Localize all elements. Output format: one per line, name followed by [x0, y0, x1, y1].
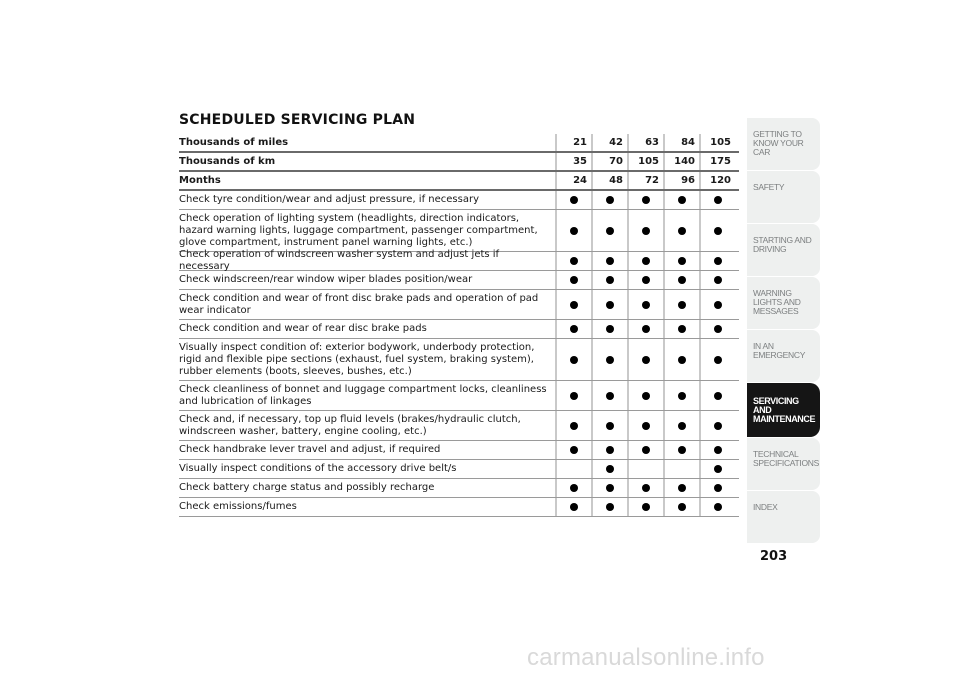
interval-value: 70 [591, 153, 627, 170]
scheduled-dot-icon [714, 356, 722, 364]
interval-cell [555, 252, 591, 270]
interval-cell [663, 381, 699, 410]
table-row [179, 381, 739, 411]
interval-value: 24 [555, 172, 591, 189]
interval-value: 120 [699, 172, 735, 189]
table-row [179, 411, 739, 441]
scheduled-dot-icon [606, 325, 614, 333]
scheduled-dot-icon [642, 196, 650, 204]
operation-label: Check handbrake lever travel and adjust, if required [179, 444, 441, 455]
chapter-tab-technical-specifications[interactable] [747, 438, 820, 490]
scheduled-dot-icon [714, 276, 722, 284]
header-row-label: Thousands of miles [179, 136, 289, 148]
interval-cell [591, 479, 627, 497]
chapter-sidebar [747, 118, 820, 544]
scheduled-dot-icon [678, 484, 686, 492]
interval-cell [663, 441, 699, 459]
scheduled-dot-icon [570, 276, 578, 284]
chapter-tab-safety[interactable] [747, 171, 820, 223]
scheduled-dot-icon [678, 196, 686, 204]
page-title: SCHEDULED SERVICING PLAN [179, 112, 416, 128]
interval-cell [663, 252, 699, 270]
interval-cell [591, 460, 627, 478]
chapter-tab-getting-to-know-your-car[interactable] [747, 118, 820, 170]
interval-cell [627, 479, 663, 497]
chapter-tab-in-an-emergency[interactable] [747, 330, 820, 382]
scheduled-dot-icon [642, 257, 650, 265]
scheduled-dot-icon [606, 484, 614, 492]
interval-cell [699, 252, 735, 270]
interval-cell [699, 498, 735, 516]
interval-cell [591, 441, 627, 459]
interval-value: 96 [663, 172, 699, 189]
interval-cell [591, 290, 627, 319]
interval-value: 21 [555, 134, 591, 151]
scheduled-dot-icon [678, 503, 686, 511]
interval-cell [555, 320, 591, 338]
scheduled-dot-icon [714, 325, 722, 333]
interval-cell [699, 271, 735, 289]
scheduled-dot-icon [642, 446, 650, 454]
interval-cell [627, 381, 663, 410]
scheduled-dot-icon [570, 196, 578, 204]
interval-cell [555, 498, 591, 516]
header-row [179, 134, 739, 153]
header-row-label: Thousands of km [179, 155, 276, 167]
table-row [179, 479, 739, 498]
interval-cell [591, 498, 627, 516]
servicing-table [179, 134, 739, 517]
operation-label: Visually inspect condition of: exterior bodywork, underbody protection, rigid and flexible pipe sections (exhaust, fuel system, braking system), rubber elements (boots, sleeves, bushes, etc.) [179, 341, 535, 377]
scheduled-dot-icon [606, 465, 614, 473]
scheduled-dot-icon [642, 301, 650, 309]
interval-cell [555, 191, 591, 209]
interval-cell [591, 191, 627, 209]
interval-cell [555, 339, 591, 380]
chapter-tab-label: WARNING LIGHTS AND MESSAGES [753, 288, 801, 316]
scheduled-dot-icon [642, 484, 650, 492]
operation-label: Check and, if necessary, top up fluid levels (brakes/hydraulic clutch, windscreen washer, battery, engine cooling, etc.) [179, 413, 521, 437]
scheduled-dot-icon [570, 301, 578, 309]
scheduled-dot-icon [606, 392, 614, 400]
interval-cell [663, 290, 699, 319]
header-row [179, 153, 739, 172]
scheduled-dot-icon [714, 446, 722, 454]
interval-cell [591, 339, 627, 380]
scheduled-dot-icon [678, 356, 686, 364]
scheduled-dot-icon [606, 276, 614, 284]
interval-cell [699, 441, 735, 459]
interval-cell [555, 441, 591, 459]
interval-cell [627, 339, 663, 380]
scheduled-dot-icon [642, 325, 650, 333]
interval-cell [555, 381, 591, 410]
watermark: carmanualsonline.info [527, 644, 765, 671]
operation-label: Check battery charge status and possibly recharge [179, 482, 435, 493]
interval-cell [591, 271, 627, 289]
interval-cell [627, 252, 663, 270]
scheduled-dot-icon [642, 276, 650, 284]
scheduled-dot-icon [570, 446, 578, 454]
interval-cell [555, 210, 591, 251]
chapter-tab-label: INDEX [753, 502, 778, 512]
chapter-tab-starting-and-driving[interactable] [747, 224, 820, 276]
interval-cell [699, 381, 735, 410]
scheduled-dot-icon [570, 392, 578, 400]
interval-cell [663, 498, 699, 516]
scheduled-dot-icon [714, 465, 722, 473]
interval-value: 84 [663, 134, 699, 151]
scheduled-dot-icon [606, 196, 614, 204]
interval-cell [591, 381, 627, 410]
scheduled-dot-icon [678, 276, 686, 284]
scheduled-dot-icon [570, 325, 578, 333]
interval-cell [663, 320, 699, 338]
scheduled-dot-icon [570, 422, 578, 430]
table-row [179, 210, 739, 252]
interval-cell [627, 441, 663, 459]
interval-value: 35 [555, 153, 591, 170]
operation-label: Check operation of lighting system (headlights, direction indicators, hazard warning lights, luggage compartment, passenger compartment, glove compartment, instrument panel warning lights, etc.) [179, 212, 538, 248]
scheduled-dot-icon [642, 503, 650, 511]
interval-cell [627, 320, 663, 338]
chapter-tab-label: GETTING TO KNOW YOUR CAR [753, 129, 804, 157]
scheduled-dot-icon [678, 446, 686, 454]
interval-cell [699, 339, 735, 380]
scheduled-dot-icon [714, 422, 722, 430]
table-row [179, 271, 739, 290]
interval-cell [555, 411, 591, 440]
interval-value: 175 [699, 153, 735, 170]
scheduled-dot-icon [570, 503, 578, 511]
interval-cell [663, 210, 699, 251]
interval-value: 140 [663, 153, 699, 170]
scheduled-dot-icon [678, 301, 686, 309]
chapter-tab-label: SAFETY [753, 182, 785, 192]
scheduled-dot-icon [570, 257, 578, 265]
scheduled-dot-icon [642, 392, 650, 400]
interval-cell [591, 210, 627, 251]
scheduled-dot-icon [606, 356, 614, 364]
scheduled-dot-icon [606, 503, 614, 511]
interval-cell [663, 191, 699, 209]
chapter-tab-servicing-and-maintenance[interactable] [747, 383, 820, 437]
scheduled-dot-icon [678, 392, 686, 400]
scheduled-dot-icon [642, 227, 650, 235]
interval-cell [699, 320, 735, 338]
operation-label: Check windscreen/rear window wiper blades position/wear [179, 274, 473, 285]
interval-cell [699, 479, 735, 497]
interval-cell [627, 411, 663, 440]
scheduled-dot-icon [714, 484, 722, 492]
table-row [179, 441, 739, 460]
chapter-tab-index[interactable] [747, 491, 820, 543]
scheduled-dot-icon [678, 227, 686, 235]
interval-value: 48 [591, 172, 627, 189]
operation-label: Check operation of windscreen washer system and adjust jets if necessary [179, 249, 500, 272]
interval-cell [663, 479, 699, 497]
interval-cell [627, 460, 663, 478]
interval-cell [627, 271, 663, 289]
scheduled-dot-icon [606, 227, 614, 235]
operation-label: Check condition and wear of front disc brake pads and operation of pad wear indicator [179, 292, 539, 316]
header-row [179, 172, 739, 191]
chapter-tab-label: STARTING AND DRIVING [753, 235, 812, 254]
scheduled-dot-icon [714, 196, 722, 204]
interval-cell [555, 460, 591, 478]
interval-value: 42 [591, 134, 627, 151]
scheduled-dot-icon [678, 325, 686, 333]
operation-label: Check emissions/fumes [179, 501, 297, 512]
interval-value: 105 [699, 134, 735, 151]
scheduled-dot-icon [714, 257, 722, 265]
scheduled-dot-icon [642, 356, 650, 364]
chapter-tab-label: TECHNICAL SPECIFICATIONS [753, 449, 820, 468]
scheduled-dot-icon [606, 446, 614, 454]
scheduled-dot-icon [642, 422, 650, 430]
operation-label: Visually inspect conditions of the accessory drive belt/s [179, 463, 457, 474]
page-number: 203 [760, 549, 788, 564]
scheduled-dot-icon [714, 392, 722, 400]
interval-value: 63 [627, 134, 663, 151]
interval-cell [591, 252, 627, 270]
interval-cell [627, 210, 663, 251]
interval-cell [663, 460, 699, 478]
interval-cell [663, 339, 699, 380]
interval-cell [555, 271, 591, 289]
table-row [179, 249, 739, 272]
table-row [179, 191, 739, 210]
interval-cell [663, 271, 699, 289]
interval-value: 72 [627, 172, 663, 189]
scheduled-dot-icon [570, 356, 578, 364]
scheduled-dot-icon [678, 257, 686, 265]
operation-label: Check tyre condition/wear and adjust pressure, if necessary [179, 194, 479, 205]
table-row [179, 498, 739, 517]
interval-cell [663, 411, 699, 440]
table-row [179, 290, 739, 320]
header-row-label: Months [179, 174, 221, 186]
chapter-tab-label: IN AN EMERGENCY [753, 341, 806, 360]
interval-cell [627, 498, 663, 516]
interval-cell [699, 210, 735, 251]
table-row [179, 320, 739, 339]
scheduled-dot-icon [606, 257, 614, 265]
scheduled-dot-icon [606, 422, 614, 430]
scheduled-dot-icon [570, 227, 578, 235]
scheduled-dot-icon [678, 422, 686, 430]
operation-label: Check cleanliness of bonnet and luggage compartment locks, cleanliness and lubrication of linkages [179, 383, 547, 407]
interval-value: 105 [627, 153, 663, 170]
interval-cell [699, 191, 735, 209]
scheduled-dot-icon [570, 484, 578, 492]
interval-cell [555, 479, 591, 497]
scheduled-dot-icon [714, 227, 722, 235]
interval-cell [591, 411, 627, 440]
interval-cell [555, 290, 591, 319]
interval-cell [699, 290, 735, 319]
operation-label: Check condition and wear of rear disc brake pads [179, 323, 427, 334]
interval-cell [627, 290, 663, 319]
chapter-tab-label: SERVICING AND MAINTENANCE [753, 395, 816, 424]
scheduled-dot-icon [606, 301, 614, 309]
interval-cell [699, 411, 735, 440]
interval-cell [627, 191, 663, 209]
table-row [179, 339, 739, 381]
scheduled-dot-icon [714, 503, 722, 511]
scheduled-dot-icon [714, 301, 722, 309]
interval-cell [699, 460, 735, 478]
interval-cell [591, 320, 627, 338]
table-row [179, 460, 739, 479]
chapter-tab-warning-lights-and-messages[interactable] [747, 277, 820, 329]
